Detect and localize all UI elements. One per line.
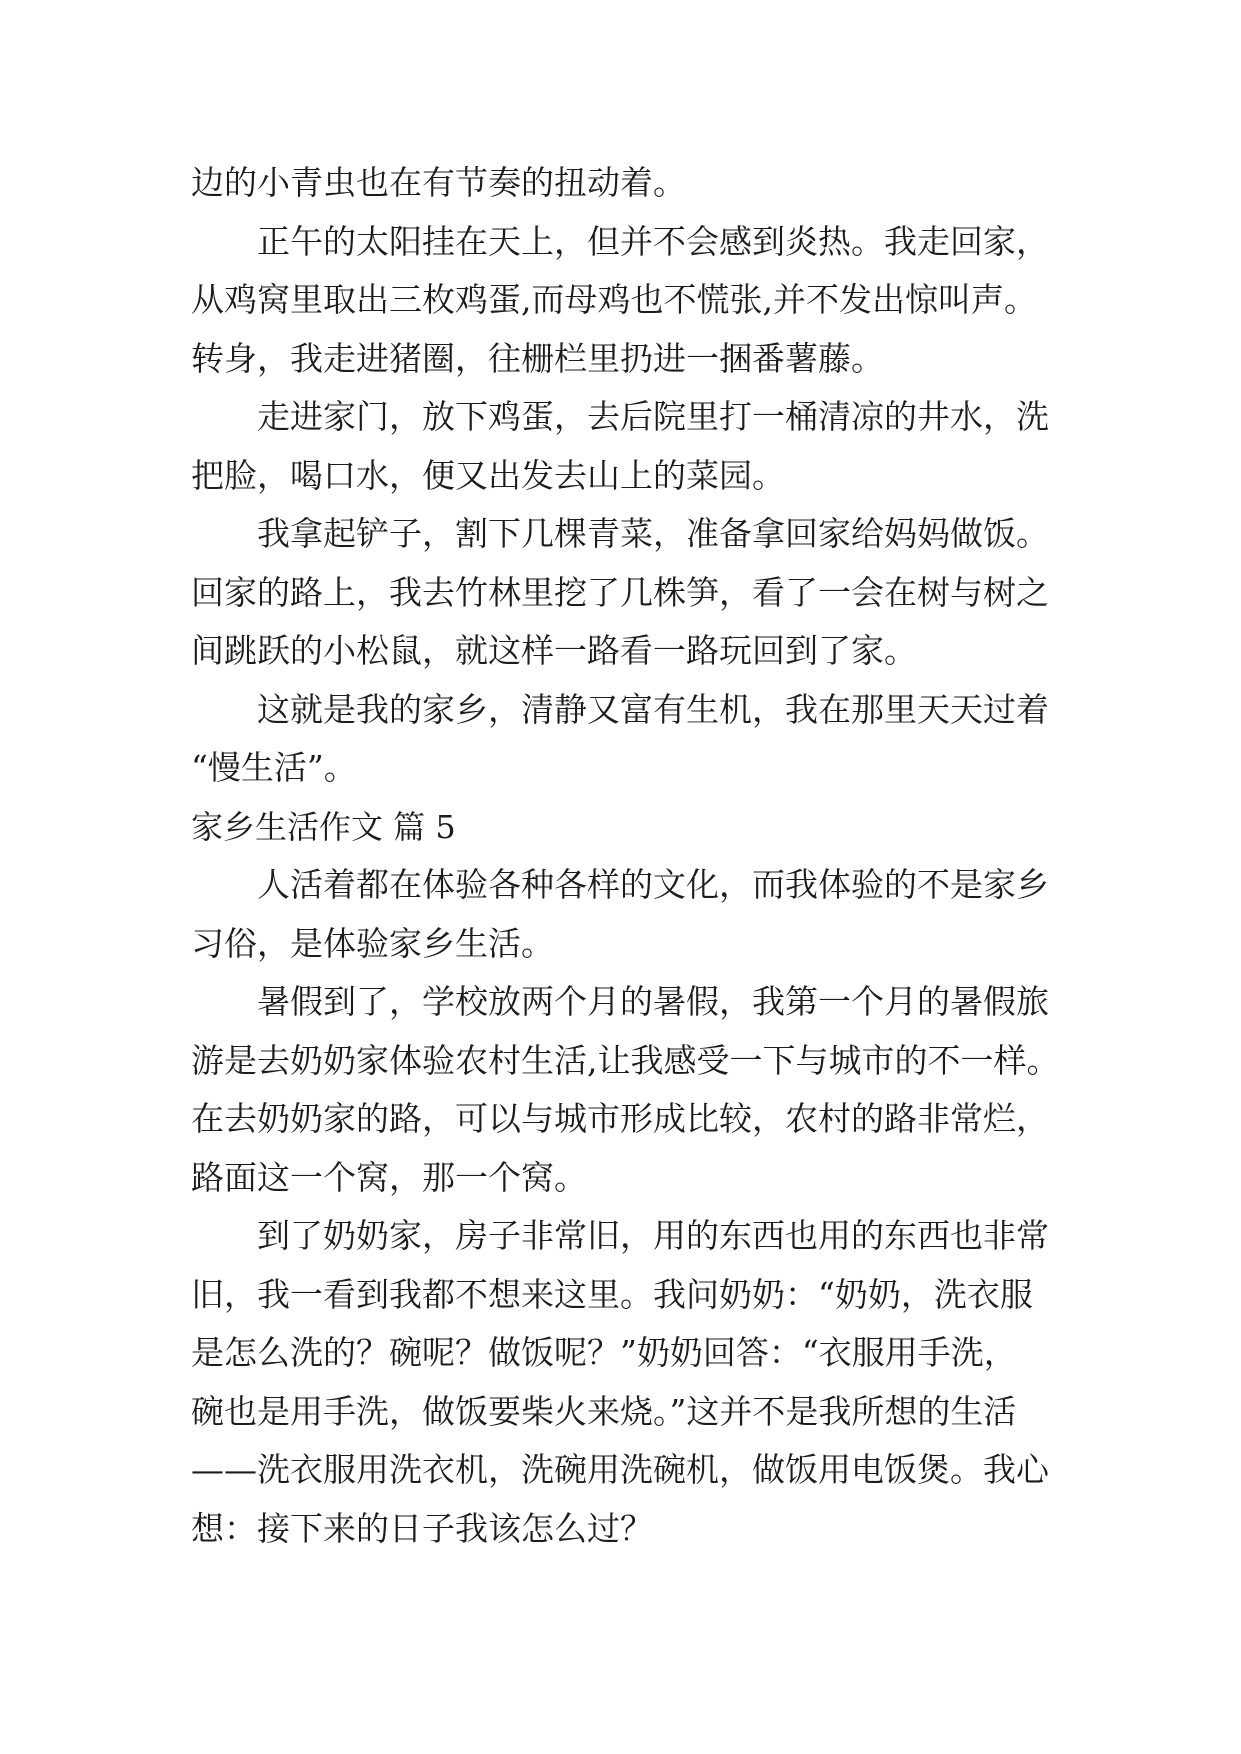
- text-line: ——洗衣服用洗衣机，洗碗用洗碗机，做饭用电饭煲。我心: [191, 1450, 1049, 1489]
- section-heading: 家乡生活作文 篇 5: [191, 807, 456, 846]
- text-line: “慢生活”。: [191, 748, 357, 787]
- text-line: 走进家门，放下鸡蛋，去后院里打一桶清凉的井水，洗: [257, 397, 1049, 436]
- paragraph: [191, 856, 1091, 973]
- paragraph: [191, 505, 1091, 681]
- text-line: 习俗，是体验家乡生活。: [191, 923, 554, 963]
- text-line: 路面这一个窝，那一个窝。: [191, 1157, 587, 1197]
- text-line: 转身，我走进猪圈，往栅栏里扔进一捆番薯藤。: [191, 338, 884, 378]
- paragraph: [191, 681, 1091, 798]
- text-line: 间跳跃的小松鼠，就这样一路看一路玩回到了家。: [191, 631, 917, 670]
- text-line: 人活着都在体验各种各样的文化，而我体验的不是家乡: [257, 865, 1049, 904]
- text-line: 到了奶奶家，房子非常旧，用的东西也用的东西也非常: [257, 1216, 1049, 1255]
- text-line: 这就是我的家乡，清静又富有生机，我在那里天天过着: [257, 689, 1049, 729]
- paragraph: [191, 213, 1091, 389]
- text-line: 碗也是用手洗，做饭要柴火来烧。”这并不是我所想的生活: [191, 1391, 1017, 1431]
- text-line: 在去奶奶家的路，可以与城市形成比较，农村的路非常烂，: [191, 1099, 1049, 1138]
- text-line: 正午的太阳挂在天上，但并不会感到炎热。我走回家，: [257, 221, 1049, 261]
- text-line: 想：接下来的日子我该怎么过？: [191, 1508, 653, 1548]
- document-body: [191, 154, 1091, 1558]
- text-line: 游是去奶奶家体验农村生活,让我感受一下与城市的不一样。: [191, 1040, 1060, 1080]
- text-line: 从鸡窝里取出三枚鸡蛋,而母鸡也不慌张,并不发出惊叫声。: [191, 280, 1037, 319]
- text-line: 边的小青虫也在有节奏的扭动着。: [191, 163, 686, 202]
- text-line: 旧，我一看到我都不想来这里。我问奶奶：“奶奶，洗衣服: [191, 1274, 1033, 1314]
- text-line: 回家的路上，我去竹林里挖了几株笋，看了一会在树与树之: [191, 572, 1049, 612]
- text-line: 暑假到了，学校放两个月的暑假，我第一个月的暑假旅: [257, 982, 1049, 1021]
- paragraph: [191, 388, 1091, 505]
- text-line: 把脸，喝口水，便又出发去山上的菜园。: [191, 455, 785, 495]
- paragraph: [191, 1207, 1091, 1558]
- paragraph: [191, 973, 1091, 1207]
- text-line: 是怎么洗的？碗呢？做饭呢？”奶奶回答：“衣服用手洗，: [191, 1333, 1017, 1372]
- paragraph: [191, 154, 1091, 213]
- text-line: 我拿起铲子，割下几棵青菜，准备拿回家给妈妈做饭。: [257, 514, 1049, 553]
